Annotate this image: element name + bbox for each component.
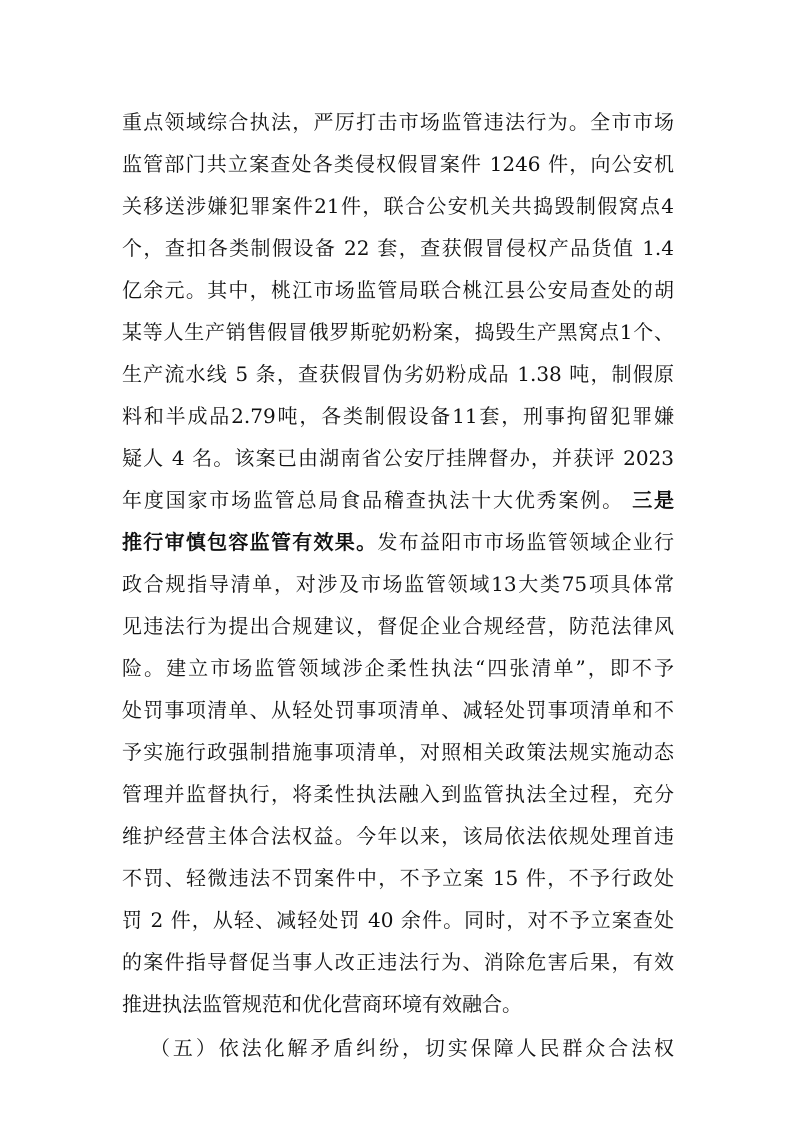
body-line: 处罚事项清单、从轻处罚事项清单、减轻处罚事项清单和不 (122, 698, 674, 722)
body-text: 年度国家市场监管总局食品稽查执法十大优秀案例。 (122, 488, 624, 512)
body-line: 料和半成品2.79吨，各类制假设备11套，刑事拘留犯罪嫌 (122, 404, 674, 428)
body-line: 监管部门共立案查处各类侵权假冒案件 1246 件，向公安机 (122, 152, 674, 176)
body-line-mixed (122, 522, 674, 562)
body-line: 险。建立市场监管领域涉企柔性执法“四张清单”，即不予 (122, 656, 674, 680)
body-line: 罚 2 件，从轻、减轻处罚 40 余件。同时，对不予立案查处 (122, 908, 674, 932)
body-line: 亿余元。其中，桃江市场监管局联合桃江县公安局查处的胡 (122, 278, 674, 302)
body-text: 发布益阳市市场监管领域企业行 (377, 530, 675, 554)
section-heading: （五）依法化解矛盾纠纷，切实保障人民群众合法权 (150, 1036, 674, 1060)
body-line: 生产流水线 5 条，查获假冒伪劣奶粉成品 1.38 吨，制假原 (122, 362, 674, 386)
body-line: 政合规指导清单，对涉及市场监管领域13大类75项具体常 (122, 572, 674, 596)
body-line: 的案件指导督促当事人改正违法行为、消除危害后果，有效 (122, 950, 674, 974)
body-line: 不罚、轻微违法不罚案件中，不予立案 15 件，不予行政处 (122, 866, 674, 890)
body-line: 某等人生产销售假冒俄罗斯驼奶粉案，捣毁生产黑窝点1个、 (122, 320, 674, 344)
body-line: 重点领域综合执法，严厉打击市场监管违法行为。全市市场 (122, 110, 674, 134)
body-line: 管理并监督执行，将柔性执法融入到监管执法全过程，充分 (122, 782, 674, 806)
bold-phrase: 三是 (632, 488, 675, 512)
body-line: 见违法行为提出合规建议，督促企业合规经营，防范法律风 (122, 614, 674, 638)
body-line: 个，查扣各类制假设备 22 套，查获假冒侵权产品货值 1.4 (122, 236, 674, 260)
bold-phrase: 推行审慎包容监管有效果。 (122, 530, 378, 554)
body-line-mixed (122, 480, 674, 520)
body-line: 予实施行政强制措施事项清单，对照相关政策法规实施动态 (122, 740, 674, 764)
body-line: 关移送涉嫌犯罪案件21件，联合公安机关共捣毁制假窝点4 (122, 194, 674, 218)
body-line: 疑人 4 名。该案已由湖南省公安厅挂牌督办，并获评 2023 (122, 446, 674, 470)
body-line: 维护经营主体合法权益。今年以来，该局依法依规处理首违 (122, 824, 674, 848)
body-line: 推进执法监管规范和优化营商环境有效融合。 (122, 992, 522, 1016)
